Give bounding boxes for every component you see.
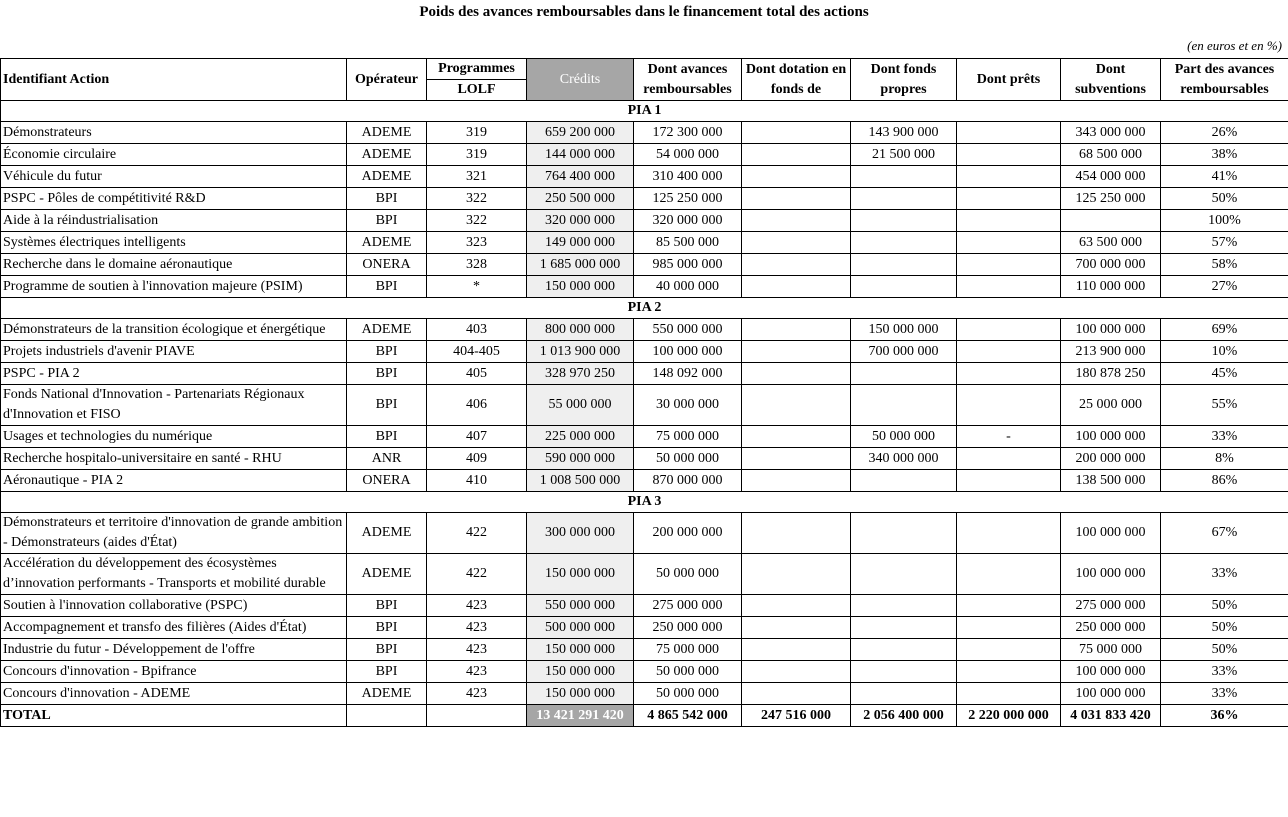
cell-action: Industrie du futur - Développement de l'offre [1, 639, 347, 661]
cell-action: Véhicule du futur [1, 166, 347, 188]
cell-credits: 659 200 000 [527, 122, 634, 144]
cell-action: Recherche hospitalo-universitaire en santé - RHU [1, 448, 347, 470]
financing-table [0, 58, 1288, 727]
cell-subventions: 4 031 833 420 [1061, 705, 1161, 727]
cell-subventions: 454 000 000 [1061, 166, 1161, 188]
cell-part: 38% [1161, 144, 1288, 166]
cell-fonds-propres: 150 000 000 [851, 319, 957, 341]
cell-dotation [742, 144, 851, 166]
cell-action: Aéronautique - PIA 2 [1, 470, 347, 492]
cell-prets [957, 363, 1061, 385]
cell-credits: 144 000 000 [527, 144, 634, 166]
cell-credits: 250 500 000 [527, 188, 634, 210]
cell-action: PSPC - PIA 2 [1, 363, 347, 385]
cell-dotation [742, 363, 851, 385]
cell-fonds-propres [851, 513, 957, 554]
cell-programme: 423 [427, 683, 527, 705]
cell-dotation [742, 319, 851, 341]
cell-dotation [742, 661, 851, 683]
cell-fonds-propres [851, 470, 957, 492]
cell-credits: 1 008 500 000 [527, 470, 634, 492]
cell-action: Accélération du développement des écosystèmes d’innovation performants - Transports et mobilité durable [1, 554, 347, 595]
cell-credits: 300 000 000 [527, 513, 634, 554]
cell-prets [957, 319, 1061, 341]
cell-action: Concours d'innovation - Bpifrance [1, 661, 347, 683]
cell-operateur: ADEME [347, 122, 427, 144]
cell-dotation [742, 513, 851, 554]
cell-programme: 407 [427, 426, 527, 448]
cell-dotation [742, 122, 851, 144]
cell-prets [957, 341, 1061, 363]
document-title: Poids des avances remboursables dans le financement total des actions [419, 4, 869, 20]
cell-part: 67% [1161, 513, 1288, 554]
cell-credits: 1 685 000 000 [527, 254, 634, 276]
cell-dotation [742, 210, 851, 232]
cell-operateur: BPI [347, 276, 427, 298]
cell-operateur: BPI [347, 188, 427, 210]
cell-prets [957, 122, 1061, 144]
cell-action: Systèmes électriques intelligents [1, 232, 347, 254]
cell-prets [957, 232, 1061, 254]
cell-subventions: 100 000 000 [1061, 554, 1161, 595]
cell-credits: 150 000 000 [527, 276, 634, 298]
cell-dotation [742, 595, 851, 617]
header-fonds-propres: Dont fonds propres [851, 59, 957, 101]
cell-subventions: 100 000 000 [1061, 319, 1161, 341]
cell-avances: 85 500 000 [634, 232, 742, 254]
cell-fonds-propres [851, 210, 957, 232]
cell-action: Économie circulaire [1, 144, 347, 166]
cell-prets [957, 617, 1061, 639]
cell-subventions: 700 000 000 [1061, 254, 1161, 276]
cell-avances: 75 000 000 [634, 639, 742, 661]
table-row [1, 617, 1288, 639]
cell-operateur: BPI [347, 363, 427, 385]
cell-operateur: ONERA [347, 254, 427, 276]
cell-prets [957, 166, 1061, 188]
cell-dotation [742, 639, 851, 661]
table-row [1, 210, 1288, 232]
cell-part: 50% [1161, 617, 1288, 639]
cell-avances: 50 000 000 [634, 448, 742, 470]
cell-part: 50% [1161, 188, 1288, 210]
cell-operateur: ADEME [347, 683, 427, 705]
table-row [1, 232, 1288, 254]
cell-avances: 50 000 000 [634, 683, 742, 705]
header-credits: Crédits [527, 59, 634, 101]
cell-credits: 1 013 900 000 [527, 341, 634, 363]
table-row [1, 661, 1288, 683]
cell-subventions: 200 000 000 [1061, 448, 1161, 470]
cell-operateur: ADEME [347, 232, 427, 254]
cell-programme: 422 [427, 554, 527, 595]
cell-avances: 50 000 000 [634, 661, 742, 683]
cell-fonds-propres [851, 232, 957, 254]
cell-action: Fonds National d'Innovation - Partenariats Régionaux d'Innovation et FISO [1, 385, 347, 426]
cell-part: 58% [1161, 254, 1288, 276]
header-operateur: Opérateur [347, 59, 427, 101]
cell-avances: 275 000 000 [634, 595, 742, 617]
cell-programme: 328 [427, 254, 527, 276]
cell-prets [957, 513, 1061, 554]
cell-credits: 13 421 291 420 [527, 705, 634, 727]
cell-dotation: 247 516 000 [742, 705, 851, 727]
cell-avances: 310 400 000 [634, 166, 742, 188]
cell-operateur [347, 705, 427, 727]
cell-part: 50% [1161, 595, 1288, 617]
cell-action: Démonstrateurs [1, 122, 347, 144]
cell-subventions: 25 000 000 [1061, 385, 1161, 426]
table-row [1, 595, 1288, 617]
cell-dotation [742, 448, 851, 470]
cell-subventions: 110 000 000 [1061, 276, 1161, 298]
cell-prets [957, 554, 1061, 595]
cell-part: 33% [1161, 426, 1288, 448]
cell-dotation [742, 232, 851, 254]
total-row [1, 705, 1288, 727]
cell-programme: 423 [427, 595, 527, 617]
cell-programme: 406 [427, 385, 527, 426]
cell-operateur: BPI [347, 595, 427, 617]
table-row [1, 385, 1288, 426]
cell-subventions: 180 878 250 [1061, 363, 1161, 385]
cell-action: TOTAL [1, 705, 347, 727]
cell-avances: 200 000 000 [634, 513, 742, 554]
cell-prets [957, 661, 1061, 683]
cell-action: Accompagnement et transfo des filières (Aides d'État) [1, 617, 347, 639]
cell-credits: 328 970 250 [527, 363, 634, 385]
cell-prets: 2 220 000 000 [957, 705, 1061, 727]
cell-credits: 764 400 000 [527, 166, 634, 188]
cell-avances: 250 000 000 [634, 617, 742, 639]
cell-avances: 148 092 000 [634, 363, 742, 385]
cell-programme: 423 [427, 639, 527, 661]
cell-prets [957, 470, 1061, 492]
cell-fonds-propres [851, 254, 957, 276]
cell-programme: 409 [427, 448, 527, 470]
cell-part: 10% [1161, 341, 1288, 363]
cell-operateur: BPI [347, 385, 427, 426]
cell-prets [957, 210, 1061, 232]
cell-fonds-propres [851, 363, 957, 385]
cell-avances: 4 865 542 000 [634, 705, 742, 727]
cell-operateur: BPI [347, 639, 427, 661]
cell-prets [957, 683, 1061, 705]
table-row [1, 341, 1288, 363]
cell-part: 50% [1161, 639, 1288, 661]
cell-credits: 590 000 000 [527, 448, 634, 470]
cell-subventions: 100 000 000 [1061, 426, 1161, 448]
cell-avances: 125 250 000 [634, 188, 742, 210]
cell-dotation [742, 385, 851, 426]
cell-action: Usages et technologies du numérique [1, 426, 347, 448]
cell-fonds-propres: 50 000 000 [851, 426, 957, 448]
cell-action: Projets industriels d'avenir PIAVE [1, 341, 347, 363]
cell-action: Démonstrateurs de la transition écologique et énergétique [1, 319, 347, 341]
cell-credits: 150 000 000 [527, 554, 634, 595]
cell-avances: 40 000 000 [634, 276, 742, 298]
cell-fonds-propres [851, 595, 957, 617]
cell-programme: 322 [427, 210, 527, 232]
cell-programme: 321 [427, 166, 527, 188]
cell-avances: 50 000 000 [634, 554, 742, 595]
cell-part: 86% [1161, 470, 1288, 492]
cell-credits: 500 000 000 [527, 617, 634, 639]
cell-part: 45% [1161, 363, 1288, 385]
cell-dotation [742, 254, 851, 276]
table-row [1, 513, 1288, 554]
cell-credits: 150 000 000 [527, 661, 634, 683]
cell-dotation [742, 341, 851, 363]
cell-prets [957, 254, 1061, 276]
cell-subventions: 100 000 000 [1061, 683, 1161, 705]
header-part: Part des avances remboursables [1161, 59, 1288, 101]
cell-operateur: BPI [347, 426, 427, 448]
cell-fonds-propres [851, 188, 957, 210]
cell-dotation [742, 166, 851, 188]
section-title: PIA 3 [1, 492, 1288, 513]
cell-programme: 405 [427, 363, 527, 385]
cell-programme: 422 [427, 513, 527, 554]
cell-part: 27% [1161, 276, 1288, 298]
cell-credits: 225 000 000 [527, 426, 634, 448]
cell-operateur: BPI [347, 617, 427, 639]
cell-subventions [1061, 210, 1161, 232]
cell-dotation [742, 554, 851, 595]
cell-part: 8% [1161, 448, 1288, 470]
cell-fonds-propres [851, 683, 957, 705]
cell-credits: 149 000 000 [527, 232, 634, 254]
header-dotation: Dont dotation en fonds de [742, 59, 851, 101]
cell-part: 26% [1161, 122, 1288, 144]
cell-subventions: 125 250 000 [1061, 188, 1161, 210]
cell-programme: 423 [427, 617, 527, 639]
table-row [1, 122, 1288, 144]
cell-fonds-propres: 2 056 400 000 [851, 705, 957, 727]
cell-credits: 55 000 000 [527, 385, 634, 426]
cell-action: Concours d'innovation - ADEME [1, 683, 347, 705]
cell-subventions: 138 500 000 [1061, 470, 1161, 492]
cell-action: Programme de soutien à l'innovation majeure (PSIM) [1, 276, 347, 298]
cell-subventions: 213 900 000 [1061, 341, 1161, 363]
cell-credits: 550 000 000 [527, 595, 634, 617]
header-subventions: Dont subventions [1061, 59, 1161, 101]
cell-prets [957, 144, 1061, 166]
cell-credits: 150 000 000 [527, 639, 634, 661]
cell-avances: 100 000 000 [634, 341, 742, 363]
table-row [1, 426, 1288, 448]
cell-subventions: 100 000 000 [1061, 661, 1161, 683]
table-row [1, 144, 1288, 166]
table-row [1, 188, 1288, 210]
cell-avances: 30 000 000 [634, 385, 742, 426]
cell-credits: 800 000 000 [527, 319, 634, 341]
cell-operateur: ADEME [347, 554, 427, 595]
cell-prets [957, 448, 1061, 470]
cell-avances: 985 000 000 [634, 254, 742, 276]
section-row [1, 101, 1288, 122]
cell-avances: 54 000 000 [634, 144, 742, 166]
cell-programme: 404-405 [427, 341, 527, 363]
cell-prets [957, 385, 1061, 426]
cell-fonds-propres [851, 661, 957, 683]
cell-credits: 150 000 000 [527, 683, 634, 705]
cell-programme: 403 [427, 319, 527, 341]
cell-subventions: 75 000 000 [1061, 639, 1161, 661]
cell-fonds-propres [851, 639, 957, 661]
table-row [1, 683, 1288, 705]
cell-subventions: 100 000 000 [1061, 513, 1161, 554]
cell-avances: 75 000 000 [634, 426, 742, 448]
cell-operateur: ADEME [347, 513, 427, 554]
section-title: PIA 1 [1, 101, 1288, 122]
cell-programme: 423 [427, 661, 527, 683]
cell-programme: 322 [427, 188, 527, 210]
cell-prets: - [957, 426, 1061, 448]
cell-dotation [742, 617, 851, 639]
cell-fonds-propres [851, 276, 957, 298]
cell-credits: 320 000 000 [527, 210, 634, 232]
section-row [1, 492, 1288, 513]
table-row [1, 166, 1288, 188]
cell-subventions: 343 000 000 [1061, 122, 1161, 144]
cell-action: Recherche dans le domaine aéronautique [1, 254, 347, 276]
cell-operateur: BPI [347, 661, 427, 683]
cell-avances: 870 000 000 [634, 470, 742, 492]
cell-dotation [742, 683, 851, 705]
cell-part: 69% [1161, 319, 1288, 341]
table-row [1, 554, 1288, 595]
cell-programme [427, 705, 527, 727]
cell-programme: 323 [427, 232, 527, 254]
cell-dotation [742, 276, 851, 298]
cell-fonds-propres: 21 500 000 [851, 144, 957, 166]
table-row [1, 319, 1288, 341]
cell-prets [957, 188, 1061, 210]
cell-operateur: BPI [347, 341, 427, 363]
cell-subventions: 275 000 000 [1061, 595, 1161, 617]
header-programmes: Programmes [427, 59, 527, 80]
cell-programme: 410 [427, 470, 527, 492]
header-prets: Dont prêts [957, 59, 1061, 101]
cell-operateur: ANR [347, 448, 427, 470]
cell-subventions: 63 500 000 [1061, 232, 1161, 254]
table-row [1, 363, 1288, 385]
table-row [1, 639, 1288, 661]
cell-subventions: 68 500 000 [1061, 144, 1161, 166]
table-row [1, 470, 1288, 492]
cell-action: Démonstrateurs et territoire d'innovation de grande ambition - Démonstrateurs (aides d'État) [1, 513, 347, 554]
cell-fonds-propres: 340 000 000 [851, 448, 957, 470]
section-title: PIA 2 [1, 298, 1288, 319]
cell-fonds-propres: 143 900 000 [851, 122, 957, 144]
cell-action: Aide à la réindustrialisation [1, 210, 347, 232]
cell-operateur: BPI [347, 210, 427, 232]
cell-avances: 320 000 000 [634, 210, 742, 232]
cell-part: 41% [1161, 166, 1288, 188]
cell-avances: 172 300 000 [634, 122, 742, 144]
cell-part: 100% [1161, 210, 1288, 232]
cell-prets [957, 276, 1061, 298]
cell-operateur: ADEME [347, 166, 427, 188]
unit-note: (en euros et en %) [1187, 38, 1282, 53]
table-row [1, 276, 1288, 298]
cell-fonds-propres [851, 385, 957, 426]
cell-operateur: ADEME [347, 319, 427, 341]
header-avances: Dont avances remboursables [634, 59, 742, 101]
cell-dotation [742, 470, 851, 492]
cell-prets [957, 595, 1061, 617]
cell-fonds-propres: 700 000 000 [851, 341, 957, 363]
cell-programme: 319 [427, 122, 527, 144]
table-row [1, 254, 1288, 276]
cell-fonds-propres [851, 617, 957, 639]
cell-operateur: ADEME [347, 144, 427, 166]
cell-part: 33% [1161, 554, 1288, 595]
cell-part: 33% [1161, 661, 1288, 683]
cell-dotation [742, 426, 851, 448]
cell-action: Soutien à l'innovation collaborative (PSPC) [1, 595, 347, 617]
cell-programme: * [427, 276, 527, 298]
cell-part: 55% [1161, 385, 1288, 426]
cell-dotation [742, 188, 851, 210]
cell-programme: 319 [427, 144, 527, 166]
cell-fonds-propres [851, 554, 957, 595]
header-action: Identifiant Action [1, 59, 347, 101]
cell-prets [957, 639, 1061, 661]
table-row [1, 448, 1288, 470]
cell-subventions: 250 000 000 [1061, 617, 1161, 639]
cell-part: 33% [1161, 683, 1288, 705]
cell-fonds-propres [851, 166, 957, 188]
section-row [1, 298, 1288, 319]
cell-avances: 550 000 000 [634, 319, 742, 341]
cell-action: PSPC - Pôles de compétitivité R&D [1, 188, 347, 210]
header-lolf: LOLF [427, 80, 527, 101]
cell-operateur: ONERA [347, 470, 427, 492]
cell-part: 57% [1161, 232, 1288, 254]
cell-part: 36% [1161, 705, 1288, 727]
